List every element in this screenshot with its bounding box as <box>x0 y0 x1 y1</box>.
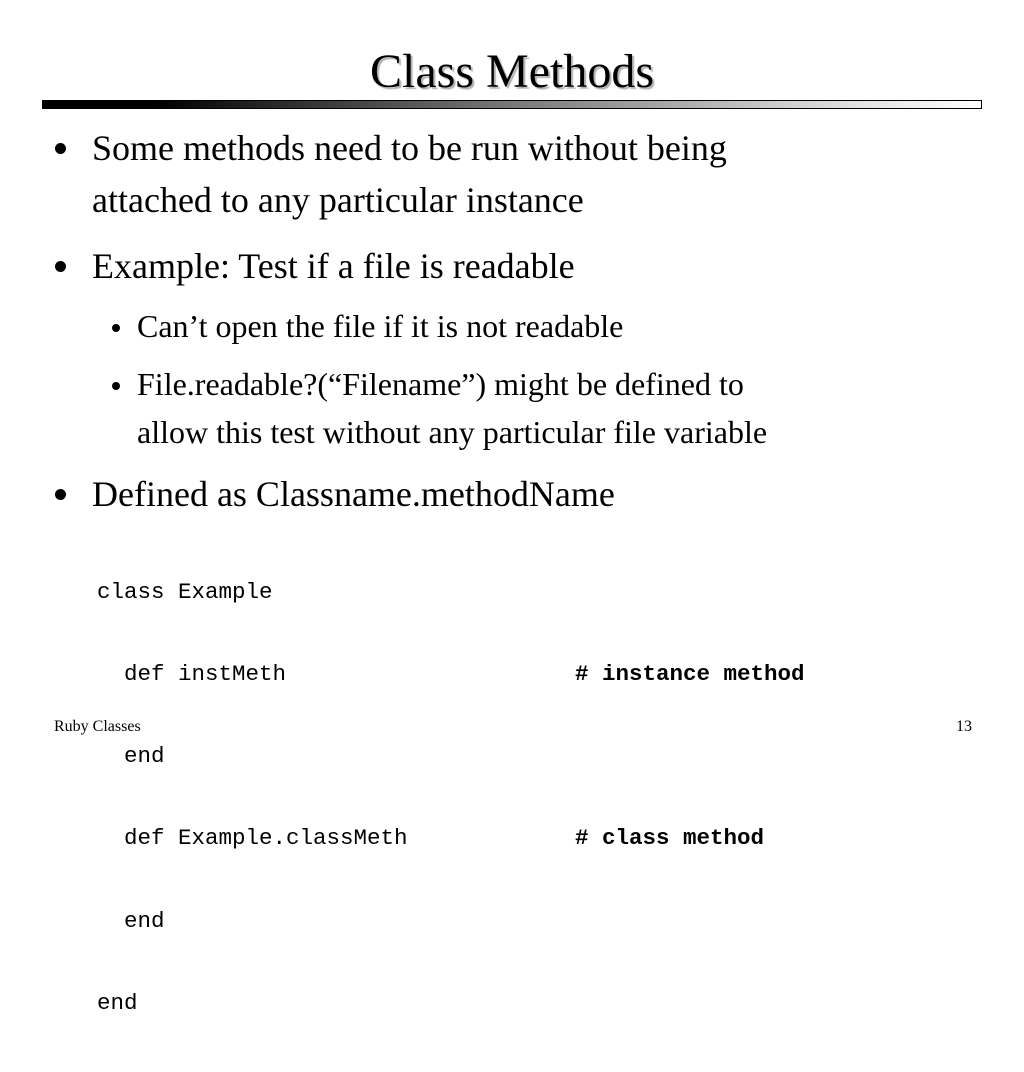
footer-title: Ruby Classes <box>54 718 141 735</box>
page-number: 13 <box>956 718 972 735</box>
sub-bullet-dot-icon <box>112 324 120 332</box>
code-text: class Example <box>97 578 273 605</box>
slide-title: Class Methods <box>369 45 654 98</box>
code-text: def Example.classMeth <box>97 825 408 852</box>
code-text: end <box>97 743 165 770</box>
code-text: end <box>97 989 138 1016</box>
bullet-2 <box>92 240 972 292</box>
bullet-1-line-2: attached to any particular instance <box>92 180 584 220</box>
code-line-1 <box>97 579 897 606</box>
code-comment: # class method <box>575 825 765 852</box>
sub-bullet-dot-icon <box>112 382 120 390</box>
code-line-2 <box>97 661 897 688</box>
code-text: def instMeth <box>97 661 287 688</box>
code-comment: # instance method <box>575 661 805 688</box>
sub-bullet-2-line-2: allow this test without any particular file variable <box>137 414 768 450</box>
bullet-dot-icon <box>55 143 66 154</box>
code-line-5 <box>97 908 897 935</box>
sub-bullet-2-line-1: File.readable?(“Filename”) might be defined to <box>137 366 744 402</box>
title-underline-rule <box>42 100 982 109</box>
sub-bullet-1-line-1: Can’t open the file if it is not readable <box>137 308 624 344</box>
code-line-6 <box>97 990 897 1017</box>
sub-bullet-1 <box>137 302 977 350</box>
sub-bullet-2 <box>137 360 977 456</box>
code-line-4 <box>97 825 897 852</box>
bullet-dot-icon <box>55 489 66 500</box>
code-block <box>97 524 897 1072</box>
bullet-3 <box>92 468 972 520</box>
code-text: end <box>97 907 165 934</box>
code-line-3 <box>97 743 897 770</box>
bullet-2-line-1: Example: Test if a file is readable <box>92 246 575 286</box>
bullet-1-line-1: Some methods need to be run without being <box>92 128 727 168</box>
bullet-dot-icon <box>55 261 66 272</box>
bullet-3-line-1: Defined as Classname.methodName <box>92 474 615 514</box>
bullet-1 <box>92 122 972 226</box>
